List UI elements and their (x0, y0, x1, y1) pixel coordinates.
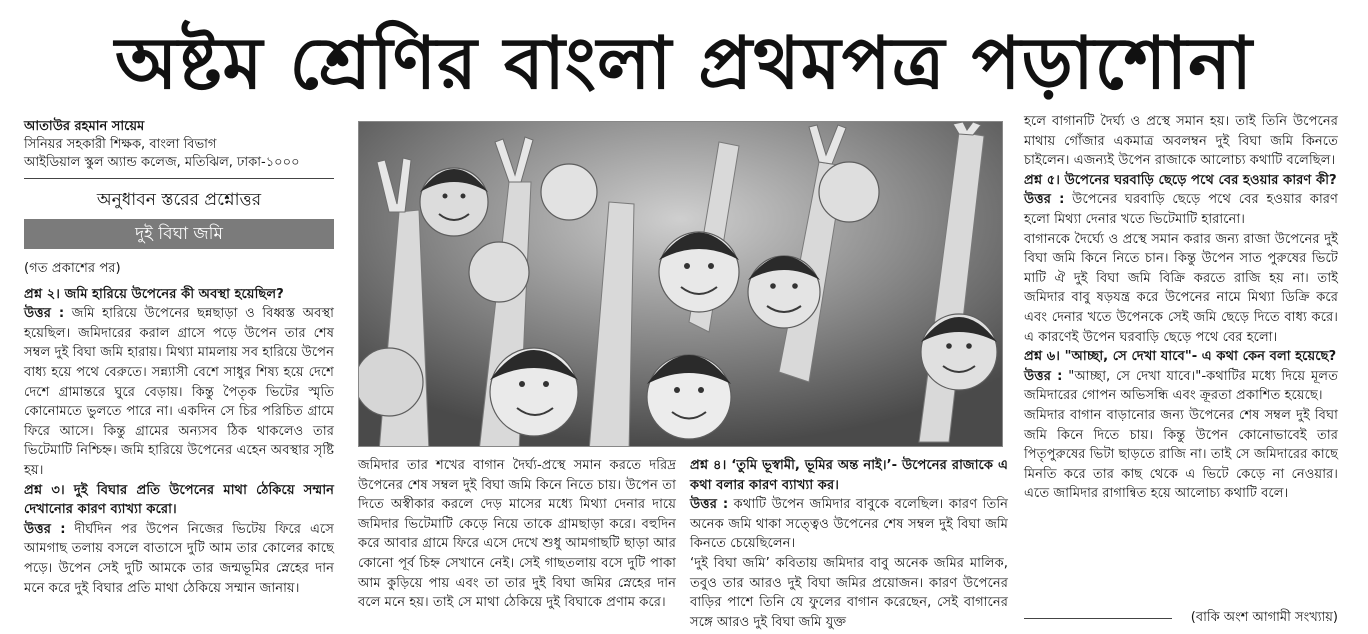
news-photo (358, 121, 1003, 447)
answer-text: "আচ্ছা, সে দেখা যাবে।"-কথাটির মধ্যে দিয়ে মূলত জমিদারের গোপন অভিসন্ধি এবং ক্রূরতা প্রকাশিত হয়েছে। (1024, 368, 1338, 404)
question-label: প্রশ্ন ২। (24, 286, 61, 302)
question-text: জমি হারিয়ে উপেনের কী অবস্থা হয়েছিল? (64, 286, 284, 302)
answer-5 (1024, 190, 1338, 229)
question-label: প্রশ্ন ৪। (690, 458, 727, 473)
column-1 (24, 118, 334, 598)
question-4 (690, 456, 1008, 495)
answer-label: উত্তর : (24, 306, 65, 322)
question-5 (1024, 171, 1338, 191)
question-3 (24, 481, 334, 520)
author-institution: আইডিয়াল স্কুল অ্যান্ড কলেজ, মতিঝিল, ঢাকা-১০০০ (24, 155, 300, 170)
answer-label: উত্তর : (690, 497, 729, 513)
question-text: ‘তুমি ভূস্বামী, ভূমির অন্ত নাই।’- উপেনের রাজাকে এ কথা বলার কারণ ব্যাখ্যা কর। (690, 458, 1008, 493)
headline: অষ্টম শ্রেণির বাংলা প্রথমপত্র পড়াশোনা (114, 21, 1254, 105)
author-block (24, 118, 334, 172)
question-label: প্রশ্ন ৫। (1024, 172, 1061, 188)
answer-3-continued: জমিদার তার শখের বাগান দৈর্ঘ্য-প্রস্থে সমান করতে দরিদ্র উপেনের শেষ সম্বল দুই বিঘা জমি কিনে নিতে চায়। উপেন তা দিতে অস্বীকার করলে দেড় মাসের মধ্যে মিথ্যা দেনার দায়ে জমিদার ভিটেমাটি কেড়ে নিয়ে তাকে গ্রামছাড়া করে। বহুদিন করে আবার গ্রামে ফিরে এসে দেখে শুধু আমগাছটি ছাড়া আর কোনো পূর্ব চিহ্ন সেখানে নেই। সেই গাছতলায় বসে দুটি পাকা আম কুড়িয়ে পায় এবং তা তার দুই বিঘা জমির স্নেহের দান বলে মনে হয়। তাই সে মাথা ঠেকিয়ে দুই বিঘাকে প্রণাম করে। (358, 458, 676, 611)
topic-banner: দুই বিঘা জমি (24, 219, 334, 249)
question-2 (24, 285, 334, 305)
author-designation: সিনিয়র সহকারী শিক্ষক, বাংলা বিভাগ (24, 137, 217, 152)
answer-text: দীর্ঘদিন পর উপেন নিজের ভিটেয় ফিরে এসে আমগাছ তলায় বসলে বাতাসে দুটি আম তার কোলের কাছে পড়ে। উপেন সেই দুটি আমকে তার জন্মভূমির স্নেহের দান মনে করে দুই বিঘার প্রতি মাথা ঠেকিয়ে সম্মান জানায়। (24, 521, 334, 596)
question-text: উপেনের ঘরবাড়ি ছেড়ে পথে বের হওয়ার কারণ কী? (1064, 172, 1337, 188)
answer-text: উপেনের ঘরবাড়ি ছেড়ে পথে বের হওয়ার কারণ হলো মিথ্যা দেনার খতে ভিটেমাটি হারানো। (1024, 192, 1338, 227)
divider (24, 178, 334, 179)
answer-label: উত্তর : (24, 521, 66, 537)
answer-6-detail: জমিদার বাগান বাড়ানোর জন্য উপেনের শেষ সম্বল দুই বিঘা জমি কিনে দিতে চায়। কিন্তু উপেন কোনোভাবেই তার পিতৃপুরুষের ভিটা ছাড়তে রাজি না। তাই সে জমিদারের কাছে মিনতি করে তার কাছ থেকে এ ভিটে কেড়ে না নেওয়ার। এতে জামিদার রাগান্বিত হয়ে আলোচ্য কথাটি বলে। (1024, 407, 1338, 502)
question-label: প্রশ্ন ৬। (1024, 349, 1061, 365)
section-title: অনুধাবন স্তরের প্রশ্নোত্তর (96, 190, 262, 210)
question-label: প্রশ্ন ৩। (24, 482, 65, 498)
author-name: আতাউর রহমান সায়েম (24, 119, 145, 134)
answer-label: উত্তর : (1024, 368, 1063, 384)
footnote-rule (1024, 618, 1172, 619)
answer-5-detail: বাগানকে দৈর্ঘ্যে ও প্রস্থে সমান করার জন্য রাজা উপেনের দুই বিঘা জমি কিনে নিতে চান। কিন্তু উপেন সাত পুরুষের ভিটে মাটি ঐ দুই বিঘা জমি বিক্রি করতে রাজি হয় না। তাই জমিদার বাবু ষড়যন্ত্র করে উপেনের নামে মিথ্যা ডিক্রি করে এবং দেনার খতে উপেনকে সেই জমি ছেড়ে দিতে বাধ্য করে। এ কারণেই উপেন ঘরবাড়ি ছেড়ে পথে বের হলো। (1024, 231, 1338, 345)
answer-4 (690, 495, 1008, 554)
answer-6 (1024, 367, 1338, 406)
column-2 (358, 456, 676, 613)
question-text: দুই বিঘার প্রতি উপেনের মাথা ঠেকিয়ে সম্মান দেখানোর কারণ ব্যাখ্যা করো। (24, 482, 335, 518)
answer-3 (24, 520, 334, 598)
question-text: "আচ্ছা, সে দেখা যাবে"- এ কথা কেন বলা হয়েছে? (1064, 349, 1337, 365)
answer-4-continued: হলে বাগানটি দৈর্ঘ্য ও প্রস্থে সমান হয়। তাই তিনি উপেনের মাথায় গোঁজার একমাত্র অবলম্বন দুই বিঘা জমি কিনতে চাইলেন। এজন্যই উপেন রাজাকে আলোচ্য কথাটি বলেছিল। (1024, 114, 1338, 169)
footnote-text: (বাকি অংশ আগামী সংখ্যায়) (1190, 610, 1338, 625)
answer-text: জমি হারিয়ে উপেনের ছন্নছাড়া ও বিধ্বস্ত অবস্থা হয়েছিল। জমিদারের করাল গ্রাসে পড়ে উপেন তার শেষ সম্বল দুই বিঘা জমি হারায়। মিথ্যা মামলায় সব হারিয়ে উপেন বাধ্য হয়ে পথে বেরুতে। সন্ন্যাসী বেশে সাধুর শিষ্য হয়ে দেশে দেশে গ্রামান্তরে ঘুরে বেড়ায়। কিন্তু পৈতৃক ভিটের স্মৃতি কোনোমতে ভুলতে পারে না। একদিন সে চির পরিচিত গ্রামে ফিরে আসে। কিন্তু গ্রামের অন্যসব ঠিক থাকলেও তার ভিটেমাটি নিশ্চিহ্ন। জমি হারিয়ে উপেনের এহেন অবস্থার সৃষ্টি হয়। (24, 306, 335, 478)
answer-text: কথাটি উপেন জমিদার বাবুকে বলেছিল। কারণ তিনি অনেক জমি থাকা সত্ত্বেও উপেনের শেষ সম্বল দুই বিঘা জমি কিনতে চেয়েছিলেন। (690, 497, 1008, 552)
continued-note: (গত প্রকাশের পর) (24, 261, 121, 276)
answer-label: উত্তর : (1024, 192, 1065, 208)
students-photo-illustration (359, 122, 1002, 446)
column-3 (690, 456, 1008, 632)
column-4 (1024, 112, 1338, 504)
continued-footnote (1024, 608, 1338, 628)
answer-2 (24, 304, 334, 480)
question-6 (1024, 347, 1338, 367)
answer-4-detail: ‘দুই বিঘা জমি’ কবিতায় জমিদার বাবু অনেক জমির মালিক, তবুও তার আরও দুই বিঘা জমির প্রয়োজন। কারণ উপেনের বাড়ির পাশে তিনি যে ফুলের বাগান করেছেন, সেই বাগানের সঙ্গে আরও দুই বিঘা জমি যুক্ত (690, 555, 1008, 630)
